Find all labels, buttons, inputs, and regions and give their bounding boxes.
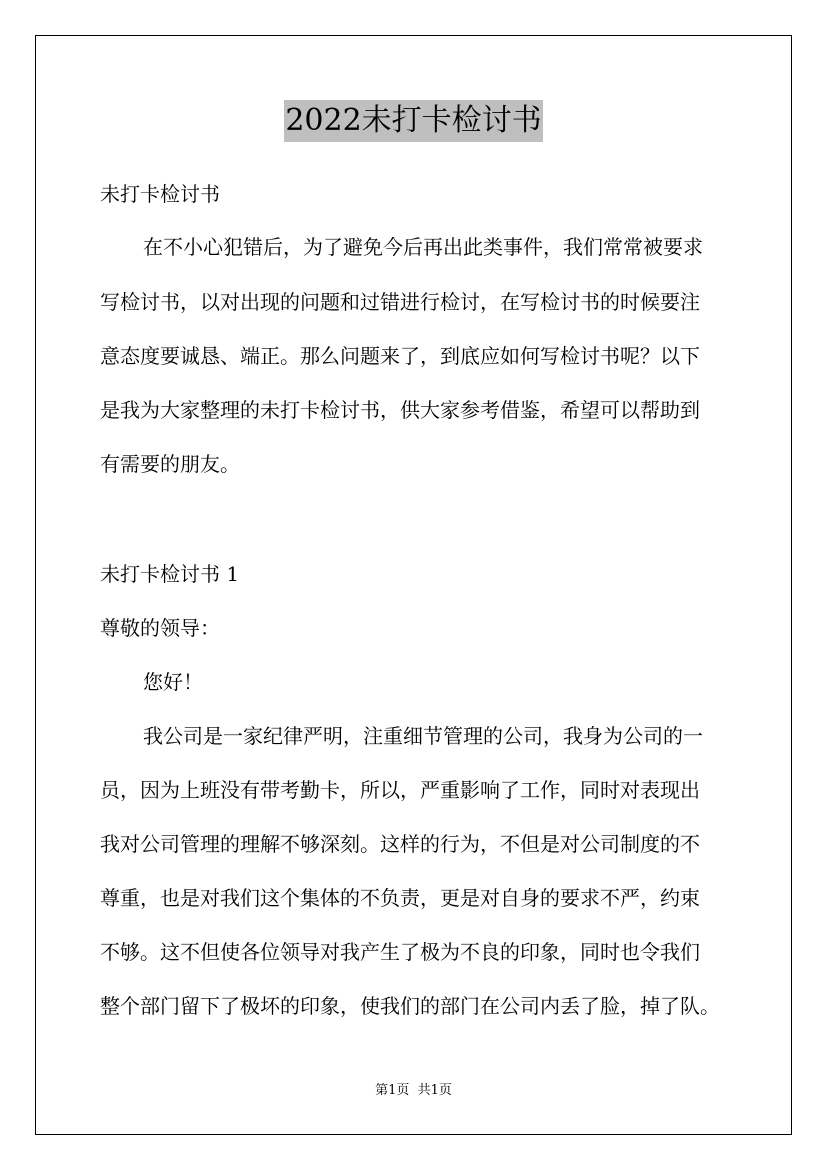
section-heading: 未打卡检讨书 1 [100, 562, 240, 586]
document-title: 2022未打卡检讨书 [284, 100, 542, 142]
body-line: 我对公司管理的理解不够深刻。这样的行为，不但是对公司制度的不 [100, 832, 700, 856]
intro-line: 写检讨书，以对出现的问题和过错进行检讨，在写检讨书的时候要注 [100, 290, 700, 314]
body-line: 员，因为上班没有带考勤卡，所以，严重影响了工作，同时对表现出 [100, 778, 700, 802]
intro-line: 有需要的朋友。 [100, 452, 240, 476]
intro-line: 在不小心犯错后，为了避免今后再出此类事件，我们常常被要求 [143, 235, 703, 259]
document-subtitle: 未打卡检讨书 [100, 182, 220, 206]
salutation: 尊敬的领导： [100, 616, 220, 640]
page-number-footer: 第1页 共1页 [375, 1083, 452, 1098]
body-line: 整个部门留下了极坏的印象，使我们的部门在公司内丢了脸，掉了队。 [100, 994, 720, 1018]
title-container [0, 100, 827, 142]
body-line: 不够。这不但使各位领导对我产生了极为不良的印象，同时也令我们 [100, 940, 700, 964]
intro-line: 意态度要诚恳、端正。那么问题来了，到底应如何写检讨书呢？以下 [100, 344, 700, 368]
greeting: 您好！ [143, 670, 203, 694]
intro-line: 是我为大家整理的未打卡检讨书，供大家参考借鉴，希望可以帮助到 [100, 398, 700, 422]
body-line: 我公司是一家纪律严明，注重细节管理的公司，我身为公司的一 [143, 724, 703, 748]
body-line: 尊重，也是对我们这个集体的不负责，更是对自身的要求不严，约束 [100, 886, 700, 910]
